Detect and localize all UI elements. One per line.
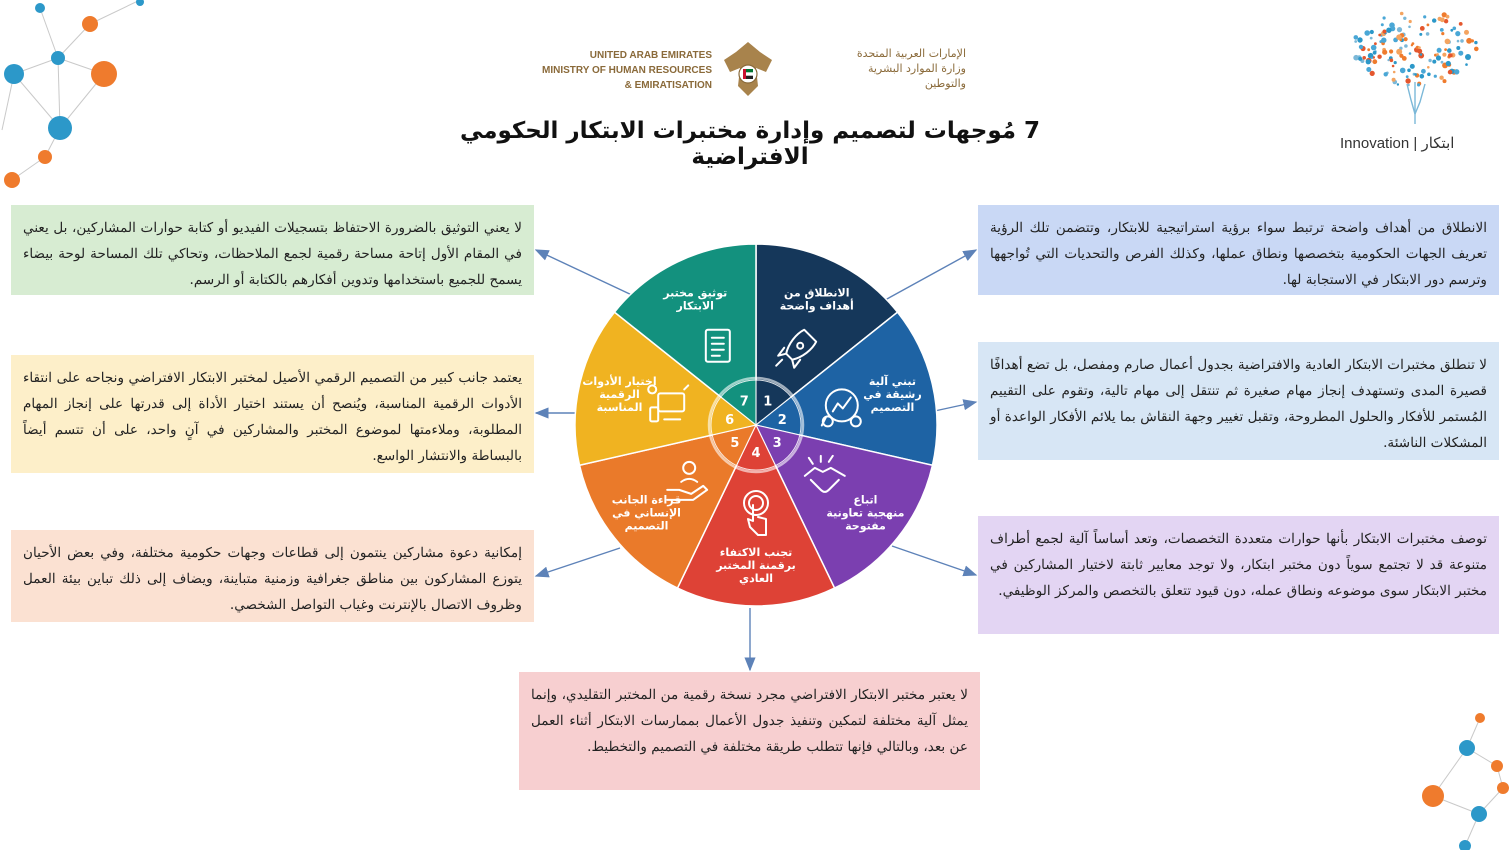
wheel-label-5-line-3: التصميم xyxy=(624,519,669,533)
arrow-to-collaborative xyxy=(892,546,976,575)
ministry-ar-line-2: وزارة الموارد البشرية xyxy=(867,62,966,75)
page-title: 7 مُوجهات لتصميم وإدارة مختبرات الابتكار الحكومي الافتراضية xyxy=(459,118,1041,170)
wheel-label-5-line-2: الإنساني في xyxy=(612,506,681,520)
wheel-number-6: 6 xyxy=(725,412,735,428)
wheel-label-3-line-3: مفتوحة xyxy=(845,519,886,533)
wheel-number-3: 3 xyxy=(772,435,782,451)
ministry-ar-line-1: الإمارات العربية المتحدة xyxy=(856,47,966,60)
wheel-number-7: 7 xyxy=(739,394,749,410)
wheel-label-7-line-1: توثيق مختبر xyxy=(663,286,728,300)
box-digital-tools: يعتمد جانب كبير من التصميم الرقمي الأصيل لمختبر الابتكار الافتراضي ونجاحه على انتقاء الأدوات الرقمية المناسبة، ويُنصح أن يستند اختيار الأداة إلى قدرتها على إنجاز المهام المطلوبة، وملاءمتها لموضوع المختبر والمشاركين في آنٍ واحد، على أن تتسم أيضاً بالبساطة والانتشار الواسع. xyxy=(11,355,534,473)
wheel-label-6-line-1: اختيار الأدوات xyxy=(582,374,657,388)
wheel-label-1-line-2: أهداف واضحة xyxy=(779,299,854,313)
box-collaborative-approach: توصف مختبرات الابتكار بأنها حوارات متعددة التخصصات، وتعد أساساً آلية لجمع أطراف متنوعة قد لا تجتمع سوياً دون مختبر ابتكار، ولا توجد معايير ثابتة لاختيار المشاركين في مختبر الابتكار سوى موضوعه ونطاق عمله، دون قيود تتعلق بالتخصص والمركز الوظيفي. xyxy=(978,516,1499,634)
wheel-label-2-line-1: تبني آلية xyxy=(868,374,917,388)
wheel-number-2: 2 xyxy=(777,412,787,428)
wheel-number-1: 1 xyxy=(763,394,773,410)
wheel-label-4-line-2: برقمنة المختبر xyxy=(716,559,796,572)
wheel-label-6-line-3: المناسبة xyxy=(596,400,643,414)
wheel-number-4: 4 xyxy=(751,446,761,461)
wheel-label-1-line-1: الانطلاق من xyxy=(783,286,850,300)
ministry-en-line-1: UNITED ARAB EMIRATES xyxy=(589,50,712,61)
arrow-to-human xyxy=(536,548,620,576)
wheel-label-3-line-1: اتباع xyxy=(853,493,878,507)
wheel-label-5-line-1: قراءة الجانب xyxy=(611,493,682,507)
wheel-label-7-line-2: الابتكار xyxy=(676,299,714,313)
wheel-label-4-line-3: العادي xyxy=(739,572,773,585)
brand-label: Innovation | ابتكار xyxy=(1340,135,1455,152)
box-agile-design: لا تنطلق مختبرات الابتكار العادية والافتراضية بجدول أعمال صارم ومفصل، بل تضع أهدافًا قصيرة المدى وتستهدف إنجاز مهام صغيرة ثم تنتقل إلى مهام تالية، وتقوم على التقييم المُستمر للأفكار والحلول المطروحة، وتقبل تغيير وجهة النقاش بما يلائم الأفكار الواعدة أو المشكلات الناشئة. xyxy=(978,342,1499,460)
wheel-label-6-line-2: الرقمية xyxy=(599,387,640,401)
arrow-to-goals xyxy=(876,250,976,305)
box-human-side: إمكانية دعوة مشاركين ينتمون إلى قطاعات وجهات حكومية مختلفة، وفي بعض الأحيان يتوزع المشاركون بين مناطق جغرافية وزمنية متباينة، ويضاف إلى ذلك تباين بيئة العمل وظروف الاتصال بالإنترنت وغياب التواصل الشخصي. xyxy=(11,530,534,622)
wheel-label-2-line-3: التصميم xyxy=(870,400,915,414)
box-documentation: لا يعني التوثيق بالضرورة الاحتفاظ بتسجيلات الفيديو أو كتابة حوارات المشاركين، بل يعني في المقام الأول إتاحة مساحة رقمية لجمع الملاحظات، وتحاكي تلك المساحة لوحة بيضاء يسمح للجميع باستخدامها وتدوين أفكارهم بالكتابة أو الرسم. xyxy=(11,205,534,295)
wheel-label-4-line-1: تجنب الاكتفاء xyxy=(719,546,793,559)
wheel-number-5: 5 xyxy=(730,435,740,451)
box-avoid-digitization-only: لا يعتبر مختبر الابتكار الافتراضي مجرد نسخة رقمية من المختبر التقليدي، وإنما يمثل آلية مختلفة لتمكين وتنفيذ جدول الأعمال بممارسات الابتكار أثناء العمل عن بعد، وبالتالي فإنها تتطلب طريقة مختلفة في التصميم والتخطيط. xyxy=(519,672,980,790)
wheel-label-2-line-2: رشيقة في xyxy=(863,387,922,401)
wheel-label-3-line-2: منهجية تعاونية xyxy=(826,506,905,520)
box-clear-goals: الانطلاق من أهداف واضحة ترتبط سواء برؤية استراتيجية للابتكار، وتتضمن تلك الرؤية تعريف الجهات الحكومية بتخصصها ونطاق عملها، وكذلك الفرص والتحديات التي تُواجهها وترسم دور الابتكار في الاستجابة لها. xyxy=(978,205,1499,295)
ministry-en-line-3: & EMIRATISATION xyxy=(624,80,712,91)
arrow-to-documentation xyxy=(536,250,634,296)
ministry-en-line-2: MINISTRY OF HUMAN RESOURCES xyxy=(541,65,712,76)
ministry-ar-line-3: والتوطين xyxy=(924,77,966,90)
